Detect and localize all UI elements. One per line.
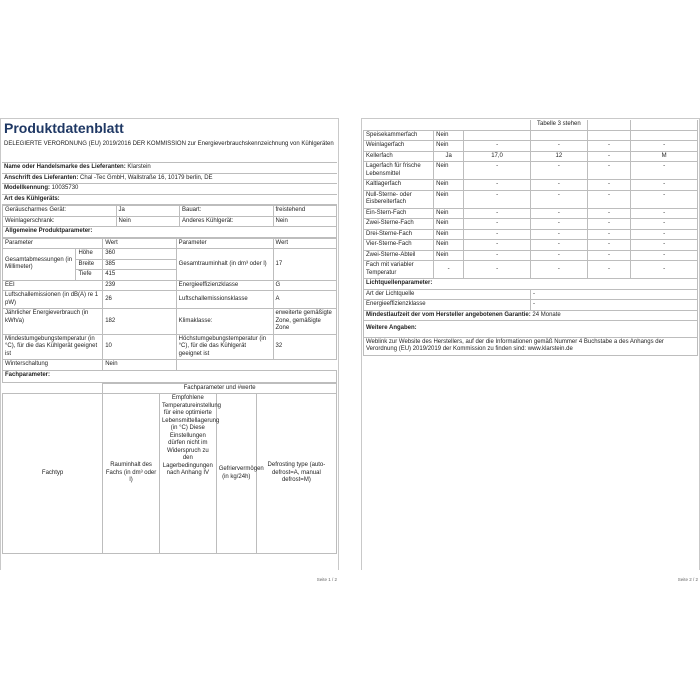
row-v3: - bbox=[587, 190, 630, 208]
row-v1: - bbox=[464, 141, 531, 152]
weblink: www.klarstein.de bbox=[527, 346, 573, 352]
eei-label: EEI bbox=[3, 280, 103, 291]
row-v2: - bbox=[530, 141, 587, 152]
supplier-block bbox=[2, 162, 337, 554]
table-row bbox=[3, 249, 337, 260]
row-v3: - bbox=[587, 141, 630, 152]
noiseclass-label: Luftschallemissionsklasse bbox=[176, 291, 273, 309]
row-v4: - bbox=[631, 208, 698, 219]
comp-col-freeze: Gefriervermögen (in kg/24h) bbox=[216, 394, 256, 554]
low-noise-value: Ja bbox=[116, 206, 179, 217]
table-row bbox=[364, 300, 698, 311]
row-v4: - bbox=[631, 219, 698, 230]
row-v2: - bbox=[530, 250, 587, 261]
comp-col-volume: Rauminhalt des Fachs (in dm³ oder l) bbox=[103, 394, 160, 554]
supplier-name-label: Name oder Handelsmarke des Lieferanten: bbox=[4, 164, 126, 170]
page-2 bbox=[361, 118, 700, 584]
winter-label: Winterschaltung bbox=[3, 360, 103, 371]
row-present: Nein bbox=[434, 180, 464, 191]
comp-col-temp: Empfohlene Temperatureinstellung für eine optimierte Lebensmittellagerung (in °C) Diese Einstellungen dürfen nicht im Widerspruch zu den Lagerbedingungen nach Anhang IV bbox=[159, 394, 216, 554]
supplier-address: Chal -Tec GmbH, Wallstraße 16, 10179 berlin, DE bbox=[80, 174, 213, 181]
row-present: Nein bbox=[434, 162, 464, 180]
row-name: Vier-Sterne-Fach bbox=[364, 240, 434, 251]
width-value: 385 bbox=[103, 259, 176, 270]
regulation-text: DELEGIERTE VERORDNUNG (EU) 2019/2016 DER KOMMISSION zur Energieverbrauchskennzeichnung von Kühlgeräten bbox=[4, 141, 334, 147]
row-present: Nein bbox=[434, 190, 464, 208]
maxtemp-value: 32 bbox=[273, 334, 336, 360]
row-present: Nein bbox=[434, 208, 464, 219]
other-value: Nein bbox=[273, 216, 336, 227]
table-row bbox=[3, 291, 337, 309]
table-row bbox=[3, 280, 337, 291]
row-v1: - bbox=[464, 180, 531, 191]
further-heading: Weitere Angaben: bbox=[364, 321, 698, 338]
energy-value: 182 bbox=[103, 309, 176, 335]
table-row bbox=[3, 360, 337, 371]
table-row bbox=[3, 309, 337, 335]
row-v2: - bbox=[530, 261, 587, 279]
table-row bbox=[364, 130, 698, 141]
table-row bbox=[364, 250, 698, 261]
row-present: Ja bbox=[434, 151, 464, 162]
row-name: Zwei-Sterne-Abteil bbox=[364, 250, 434, 261]
row-present: Nein bbox=[434, 141, 464, 152]
volume-label: Gesamtrauminhalt (in dm³ oder l) bbox=[176, 249, 273, 281]
model-value: 10035730 bbox=[51, 185, 79, 191]
row-v2: - bbox=[530, 229, 587, 240]
table3-note: Tabelle 3 stehen bbox=[530, 120, 587, 130]
warranty-label: Mindestlaufzeit der vom Hersteller angebotenen Garantie: bbox=[366, 311, 531, 318]
row-v1: - bbox=[464, 219, 531, 230]
other-label: Anderes Kühlgerät: bbox=[180, 216, 274, 227]
table-row bbox=[364, 219, 698, 230]
table-row bbox=[364, 141, 698, 152]
table-row bbox=[364, 151, 698, 162]
row-v4: - bbox=[631, 240, 698, 251]
page-footer: Seite 1 / 2 bbox=[316, 577, 337, 582]
light-heading: Lichtquellenparameter: bbox=[364, 279, 698, 290]
row-v2: - bbox=[530, 219, 587, 230]
table-row bbox=[364, 208, 698, 219]
row-name: Null-Sterne- oder Eisbereiterfach bbox=[364, 190, 434, 208]
supplier-name: Klarstein bbox=[127, 164, 151, 170]
table-row bbox=[364, 120, 698, 130]
row-name: Speisekammerfach bbox=[364, 130, 434, 141]
eclass-value: G bbox=[273, 280, 336, 291]
col-value-2: Wert bbox=[273, 238, 336, 249]
winter-value: Nein bbox=[103, 360, 176, 371]
row-v4: M bbox=[631, 151, 698, 162]
row-v3: - bbox=[587, 219, 630, 230]
row-v3: - bbox=[587, 229, 630, 240]
row-v3: - bbox=[587, 208, 630, 219]
maxtemp-label: Höchstumgebungstemperatur (in °C), für die das Kühlgerät geeignet ist bbox=[176, 334, 273, 360]
row-name: Lagerfach für frische Lebensmittel bbox=[364, 162, 434, 180]
volume-value: 17 bbox=[273, 249, 336, 281]
height-label: Höhe bbox=[76, 249, 103, 260]
comp-heading: Fachparameter: bbox=[3, 370, 337, 382]
page-1 bbox=[0, 118, 339, 584]
row-v4: - bbox=[631, 250, 698, 261]
row-v1: - bbox=[464, 229, 531, 240]
climate-label: Klimaklasse: bbox=[176, 309, 273, 335]
row-v1: 17,0 bbox=[464, 151, 531, 162]
light-class-label: Energieeffizienzklasse bbox=[364, 300, 531, 311]
row-name: Weinlagerfach bbox=[364, 141, 434, 152]
model-label: Modellkennung: bbox=[4, 185, 50, 191]
dims-label: Gesamtabmessungen (in Millimeter) bbox=[3, 249, 76, 281]
table-row bbox=[364, 229, 698, 240]
table-row bbox=[364, 240, 698, 251]
row-name: Kaltlagerfach bbox=[364, 180, 434, 191]
row-v3: - bbox=[587, 151, 630, 162]
compartment-table bbox=[363, 120, 698, 356]
row-v3: - bbox=[587, 180, 630, 191]
light-type-label: Art der Lichtquelle bbox=[364, 289, 531, 300]
row-v4: - bbox=[631, 229, 698, 240]
regulation-block bbox=[2, 140, 337, 148]
comp-subheading: Fachparameter und #werte bbox=[103, 383, 337, 394]
general-heading: Allgemeine Produktparameter: bbox=[3, 227, 337, 238]
page-footer: Seite 2 / 2 bbox=[677, 577, 698, 582]
mintemp-value: 10 bbox=[103, 334, 176, 360]
row-v1 bbox=[464, 130, 531, 141]
table-row bbox=[364, 289, 698, 300]
row-v2: - bbox=[530, 190, 587, 208]
row-v2: - bbox=[530, 208, 587, 219]
col-param-2: Parameter bbox=[176, 238, 273, 249]
comp-col-type: Fachtyp bbox=[3, 394, 103, 554]
row-v1: - bbox=[464, 190, 531, 208]
row-present: - bbox=[434, 261, 464, 279]
eclass-label: Energieeffizienzklasse bbox=[176, 280, 273, 291]
climate-value: erweiterte gemäßigte Zone, gemäßigte Zone bbox=[273, 309, 336, 335]
row-v2 bbox=[530, 130, 587, 141]
low-noise-label: Geräuscharmes Gerät: bbox=[3, 206, 117, 217]
table-row bbox=[364, 162, 698, 180]
row-name: Zwei-Sterne-Fach bbox=[364, 219, 434, 230]
row-name: Fach mit variabler Temperatur bbox=[364, 261, 434, 279]
row-present: Nein bbox=[434, 240, 464, 251]
row-v3: - bbox=[587, 250, 630, 261]
table-row bbox=[364, 190, 698, 208]
row-v1: - bbox=[464, 250, 531, 261]
col-value: Wert bbox=[103, 238, 176, 249]
row-v3: - bbox=[587, 162, 630, 180]
row-v2: - bbox=[530, 240, 587, 251]
row-v4 bbox=[631, 130, 698, 141]
warranty-value: 24 Monate bbox=[532, 311, 561, 318]
row-v1: - bbox=[464, 162, 531, 180]
table-row bbox=[3, 206, 337, 217]
row-present: Nein bbox=[434, 229, 464, 240]
row-v2: - bbox=[530, 180, 587, 191]
row-v3 bbox=[587, 130, 630, 141]
col-param: Parameter bbox=[3, 238, 103, 249]
design-label: Bauart: bbox=[180, 206, 274, 217]
row-present: Nein bbox=[434, 219, 464, 230]
table-row bbox=[3, 334, 337, 360]
noiseclass-value: A bbox=[273, 291, 336, 309]
row-v3: - bbox=[587, 261, 630, 279]
row-v1: - bbox=[464, 208, 531, 219]
wine-label: Weinlagerschrank: bbox=[3, 216, 117, 227]
table-row bbox=[3, 394, 337, 554]
design-value: freistehend bbox=[273, 206, 336, 217]
row-v4: - bbox=[631, 261, 698, 279]
row-v3: - bbox=[587, 240, 630, 251]
row-v2: - bbox=[530, 162, 587, 180]
eei-value: 239 bbox=[103, 280, 176, 291]
table-row bbox=[3, 238, 337, 249]
table-row bbox=[3, 216, 337, 227]
width-label: Breite bbox=[76, 259, 103, 270]
depth-label: Tiefe bbox=[76, 270, 103, 281]
row-v4: - bbox=[631, 162, 698, 180]
mintemp-label: Mindestumgebungstemperatur (in °C), für die das Kühlgerät geeignet ist bbox=[3, 334, 103, 360]
row-v1: - bbox=[464, 240, 531, 251]
noise-label: Luftschallemissionen (in dB(A) re 1 pW) bbox=[3, 291, 103, 309]
table-row bbox=[364, 261, 698, 279]
further-text: Weblink zur Website des Herstellers, auf der die Informationen gemäß Nummer 4 Buchstabe a des Anhangs der Verordnung (EU) 2019/2019 der Kommission zu finden sind: bbox=[366, 338, 664, 352]
row-v1: - bbox=[464, 261, 531, 279]
wine-value: Nein bbox=[116, 216, 179, 227]
supplier-address-label: Anschrift des Lieferanten: bbox=[4, 174, 79, 181]
row-v2: 12 bbox=[530, 151, 587, 162]
row-present: Nein bbox=[434, 130, 464, 141]
row-name: Drei-Sterne-Fach bbox=[364, 229, 434, 240]
row-v4: - bbox=[631, 180, 698, 191]
depth-value: 415 bbox=[103, 270, 176, 281]
row-name: Ein-Stern-Fach bbox=[364, 208, 434, 219]
comp-col-defrost: Defrosting type (auto-defrost=A, manual defrost=M) bbox=[256, 394, 336, 554]
noise-value: 26 bbox=[103, 291, 176, 309]
type-heading: Art des Kühlgeräts: bbox=[4, 195, 60, 202]
row-v4: - bbox=[631, 141, 698, 152]
light-class-value: - bbox=[530, 300, 697, 311]
height-value: 360 bbox=[103, 249, 176, 260]
table-row bbox=[364, 180, 698, 191]
row-name: Kellerfach bbox=[364, 151, 434, 162]
light-type-value: - bbox=[530, 289, 697, 300]
row-v4: - bbox=[631, 190, 698, 208]
row-present: Nein bbox=[434, 250, 464, 261]
page-title: Produktdatenblatt bbox=[4, 120, 124, 136]
energy-label: Jährlicher Energieverbrauch (in kWh/a) bbox=[3, 309, 103, 335]
